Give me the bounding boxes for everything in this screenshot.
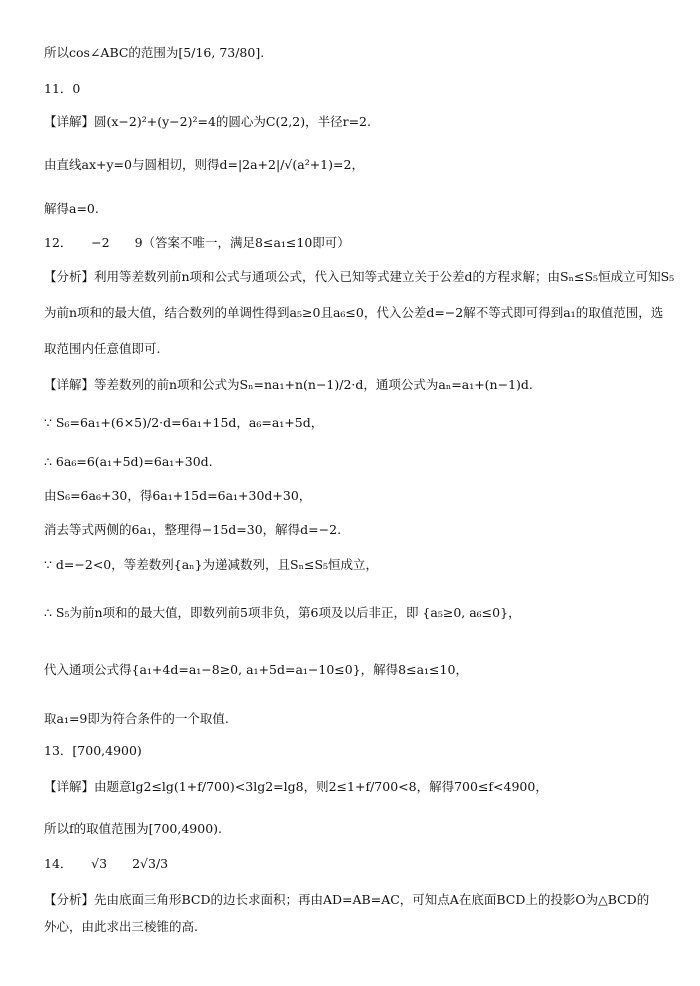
text-line: ∴ 6a₆=6(a₁+5d)=6a₁+30d. xyxy=(44,454,213,469)
text-line: 取a₁=9即为符合条件的一个取值. xyxy=(44,711,229,726)
answer-14-heading: 14． √3 2√3/3 xyxy=(44,856,169,871)
text-line: 由直线ax+y=0与圆相切，则得d=|2a+2|/√(a²+1)=2， xyxy=(44,157,364,172)
text-line: 由S₆=6a₆+30，得6a₁+15d=6a₁+30d+30， xyxy=(44,488,312,503)
text-line: 为前n项和的最大值，结合数列的单调性得到a₅≥0且a₆≤0，代入公差d=−2解不等式即可得到a₁的取值范围，选 xyxy=(44,305,664,320)
text-line: 外心，由此求出三棱锥的高. xyxy=(44,919,198,934)
text-line: 所以cos∠ABC的范围为[5/16, 73/80]. xyxy=(44,45,265,60)
text-line: 【详解】由题意lg2≤lg(1+f/700)<3lg2=lg8，则2≤1+f/700<8，解得700≤f<4900， xyxy=(44,779,548,794)
text-line: 【分析】利用等差数列前n项和公式与通项公式，代入已知等式建立关于公差d的方程求解；由Sₙ≤S₅恒成立可知S₅ xyxy=(44,269,675,284)
text-line: ∵ S₆=6a₁+(6×5)/2·d=6a₁+15d，a₆=a₁+5d， xyxy=(44,415,324,430)
answer-13-heading: 13．[700,4900) xyxy=(44,743,142,758)
text-line: 所以f的取值范围为[700,4900). xyxy=(44,821,222,836)
text-line: ∵ d=−2<0，等差数列{aₙ}为递减数列，且Sₙ≤S₅恒成立， xyxy=(44,557,379,572)
text-line: ∴ S₅为前n项和的最大值，即数列前5项非负，第6项及以后非正，即 {a₅≥0, a₆≤0}， xyxy=(44,605,521,620)
answer-12-heading: 12． −2 9（答案不唯一，满足8≤a₁≤10即可） xyxy=(44,235,350,250)
text-line: 【详解】等差数列的前n项和公式为Sₙ=na₁+n(n−1)/2·d，通项公式为aₙ=a₁+(n−1)d. xyxy=(44,377,533,392)
text-line: 代入通项公式得{a₁+4d=a₁−8≥0, a₁+5d=a₁−10≤0}，解得8≤a₁≤10， xyxy=(44,662,468,677)
text-line: 【详解】圆(x−2)²+(y−2)²=4的圆心为C(2,2)，半径r=2. xyxy=(44,114,371,129)
text-line: 取范围内任意值即可. xyxy=(44,341,161,356)
answer-11-heading: 11．0 xyxy=(44,81,81,96)
text-line: 【分析】先由底面三角形BCD的边长求面积；再由AD=AB=AC，可知点A在底面BCD上的投影O为△BCD的 xyxy=(44,892,650,907)
text-line: 消去等式两侧的6a₁，整理得−15d=30，解得d=−2. xyxy=(44,522,342,537)
text-line: 解得a=0. xyxy=(44,201,99,216)
